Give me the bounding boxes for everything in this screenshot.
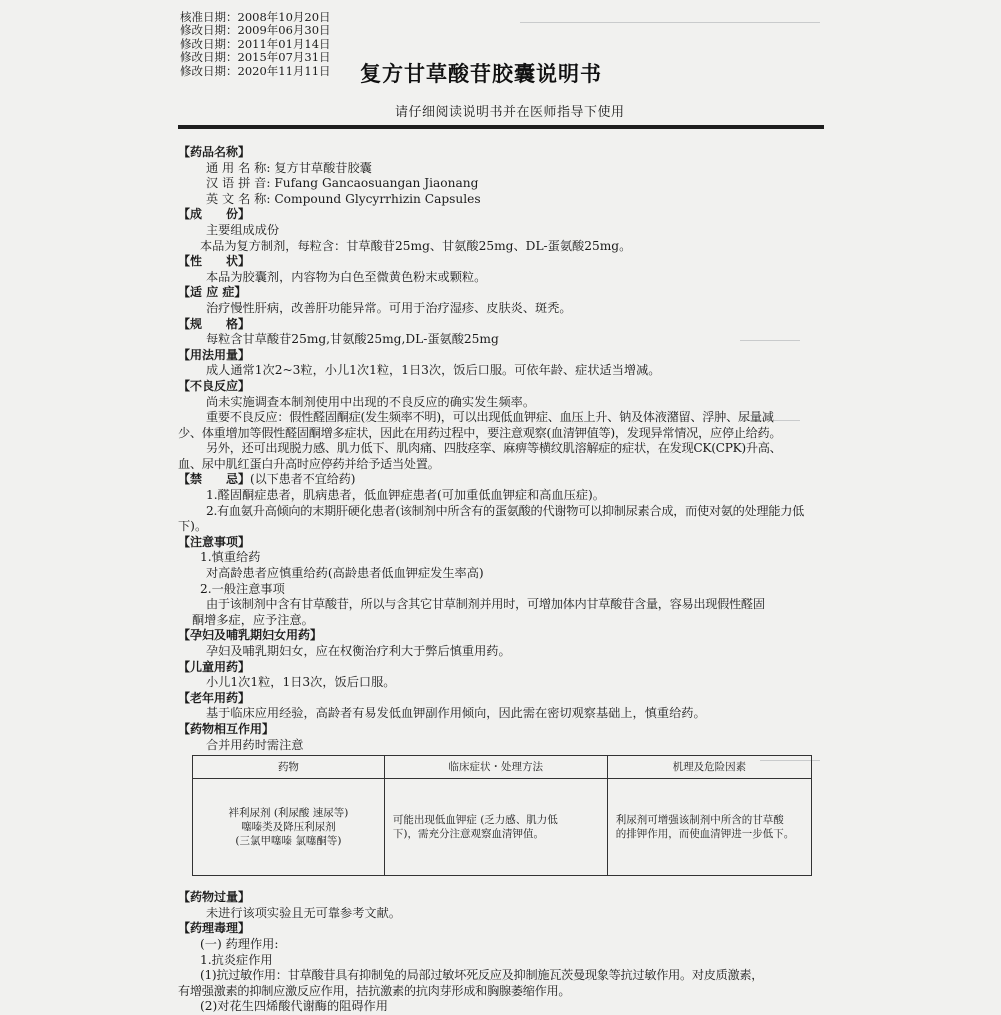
table-header-cell: 机理及危险因素 bbox=[607, 756, 811, 779]
pharmacology-line: (一) 药理作用: bbox=[200, 936, 279, 951]
cell-line: 噻嗪类及降压利尿剂 bbox=[241, 821, 336, 834]
header-rule bbox=[178, 125, 824, 129]
document-title: 复方甘草酸苷胶囊说明书 bbox=[360, 62, 602, 86]
precaution-text: 对高龄患者应慎重给药(高龄患者低血钾症发生率高) bbox=[206, 566, 484, 581]
table-row bbox=[193, 779, 812, 876]
interactions-intro: 合并用药时需注意 bbox=[206, 737, 304, 752]
table-cell-drug bbox=[193, 779, 385, 876]
pregnancy-line: 孕妇及哺乳期妇女，应在权衡治疗利大于弊后慎重用药。 bbox=[206, 644, 511, 658]
table-cell-symptoms bbox=[384, 779, 607, 876]
overdose-line: 未进行该项实验且无可靠参考文献。 bbox=[206, 905, 401, 920]
indications-line: 治疗慢性肝病，改善肝功能异常。可用于治疗湿疹、皮肤炎、斑秃。 bbox=[206, 300, 572, 315]
precaution-subheading: 2.一般注意事项 bbox=[200, 581, 285, 596]
revision-dates bbox=[180, 11, 331, 78]
contraindications-note: (以下患者不宜给药) bbox=[250, 472, 356, 487]
section-heading-pharmacology: 【药理毒理】 bbox=[178, 921, 251, 936]
section-heading-ingredients: 【成 份】 bbox=[178, 207, 251, 222]
description-line: 本品为胶囊剂，内容物为白色至微黄色粉末或颗粒。 bbox=[206, 269, 487, 284]
revision-date: 修改日期：2009年06月30日 bbox=[180, 23, 331, 38]
precaution-text: 由于该制剂中含有甘草酸苷，所以与含其它甘草制剂并用时，可增加体内甘草酸苷含量，容易出现假性醛固 bbox=[206, 597, 765, 612]
interaction-table bbox=[192, 755, 812, 876]
ingredients-line: 本品为复方制剂，每粒含：甘草酸苷25mg、甘氨酸25mg、DL-蛋氨酸25mg。 bbox=[200, 238, 632, 253]
dosage-line: 成人通常1次2~3粒，小儿1次1粒，1日3次，饭后口服。可依年龄、症状适当增减。 bbox=[206, 363, 661, 378]
cell-line: 可能出现低血钾症 (乏力感、肌力低 bbox=[392, 814, 558, 827]
revision-date: 修改日期：2011年01月14日 bbox=[180, 36, 331, 51]
adverse-paragraph: 另外，还可出现脱力感、肌力低下、肌肉痛、四肢痉挛、麻痹等横纹肌溶解症的症状，在发现CK(CPK)升高、 bbox=[206, 441, 782, 456]
cell-line: 下)，需充分注意观察血清钾值。 bbox=[392, 828, 544, 841]
drug-name-line: 汉 语 拼 音: Fufang Gancaosuangan Jiaonang bbox=[206, 176, 479, 191]
pharmacology-line: 1.抗炎症作用 bbox=[200, 952, 273, 967]
section-heading-elderly: 【老年用药】 bbox=[178, 690, 251, 705]
adverse-paragraph: 重要不良反应：假性醛固酮症(发生频率不明)，可以出现低血钾症、血压上升、钠及体液潴留、浮肿、尿量减 bbox=[206, 410, 774, 425]
ingredients-line: 主要组成成份 bbox=[206, 222, 280, 237]
section-heading-pregnancy: 【孕妇及哺乳期妇女用药】 bbox=[178, 628, 323, 643]
pharmacology-line: (1)抗过敏作用：甘草酸苷具有抑制兔的局部过敏坏死反应及抑制施瓦茨曼现象等抗过敏作用。对皮质激素， bbox=[200, 968, 764, 983]
section-heading-description: 【性 状】 bbox=[178, 254, 251, 269]
drug-name-line: 英 文 名 称: Compound Glycyrrhizin Capsules bbox=[206, 191, 481, 206]
pediatric-line: 小儿1次1粒，1日3次，饭后口服。 bbox=[206, 675, 396, 690]
contraindication-item-cont: 下)。 bbox=[178, 519, 208, 534]
table-cell-mechanism bbox=[607, 779, 811, 876]
section-heading-contraindications: 【禁 忌】(以下患者不宜给药) bbox=[178, 472, 356, 487]
section-heading-pediatric: 【儿童用药】 bbox=[178, 659, 251, 674]
precaution-subheading: 1.慎重给药 bbox=[200, 550, 261, 565]
adverse-paragraph-cont: 血、尿中肌红蛋白升高时应停药并给予适当处置。 bbox=[178, 456, 440, 471]
cell-line: 袢利尿剂 (利尿酸 速尿等) bbox=[228, 807, 349, 820]
section-heading-precautions: 【注意事项】 bbox=[178, 534, 251, 549]
section-heading-indications: 【适 应 症】 bbox=[178, 285, 247, 300]
pharmacology-line-cont: 有增强激素的抑制应激反应作用，拮抗激素的抗肉芽形成和胸腺萎缩作用。 bbox=[178, 983, 571, 998]
section-heading-adverse-reactions: 【不良反应】 bbox=[178, 378, 251, 393]
table-header-row bbox=[193, 756, 812, 779]
table-header-cell: 临床症状・处理方法 bbox=[384, 756, 607, 779]
section-heading-interactions: 【药物相互作用】 bbox=[178, 721, 275, 736]
strength-line: 每粒含甘草酸苷25mg,甘氨酸25mg,DL-蛋氨酸25mg bbox=[206, 332, 499, 347]
usage-notice: 请仔细阅读说明书并在医师指导下使用 bbox=[395, 105, 625, 120]
precaution-text-cont: 酮增多症，应予注意。 bbox=[192, 612, 314, 627]
contraindication-item: 2.有血氨升高倾向的末期肝硬化患者(该制剂中所含有的蛋氨酸的代谢物可以抑制尿素合成，而使对氨的处理能力低 bbox=[206, 503, 804, 518]
pharmacology-line: (2)对花生四烯酸代谢酶的阻碍作用 bbox=[200, 999, 388, 1014]
section-heading-dosage: 【用法用量】 bbox=[178, 347, 251, 362]
cell-line: 利尿剂可增强该制剂中所含的甘草酸 bbox=[615, 814, 784, 827]
contraindication-item: 1.醛固酮症患者，肌病患者，低血钾症患者(可加重低血钾症和高血压症)。 bbox=[206, 488, 605, 503]
section-heading-overdose: 【药物过量】 bbox=[178, 890, 251, 905]
cell-line: (三氯甲噻嗪 氯噻酮等) bbox=[235, 835, 342, 848]
cell-line: 的排钾作用，而使血清钾进一步低下。 bbox=[615, 828, 795, 841]
revision-date: 修改日期：2015年07月31日 bbox=[180, 50, 331, 65]
elderly-line: 基于临床应用经验，高龄者有易发低血钾副作用倾向，因此需在密切观察基础上，慎重给药。 bbox=[206, 706, 706, 721]
adverse-paragraph: 尚未实施调查本制剂使用中出现的不良反应的确实发生频率。 bbox=[206, 394, 536, 409]
drug-name-line: 通 用 名 称: 复方甘草酸苷胶囊 bbox=[206, 160, 372, 175]
section-heading-strength: 【规 格】 bbox=[178, 316, 251, 331]
section-heading-drug-name: 【药品名称】 bbox=[178, 145, 251, 159]
leaflet-body bbox=[178, 145, 828, 1015]
revision-date: 核准日期：2008年10月20日 bbox=[180, 10, 331, 24]
show-through-rule bbox=[520, 22, 820, 23]
revision-date: 修改日期：2020年11月11日 bbox=[180, 63, 331, 78]
adverse-paragraph-cont: 少、体重增加等假性醛固酮增多症状，因此在用药过程中，要注意观察(血清钾值等)，发现异常情况，应停止给药。 bbox=[178, 425, 782, 440]
table-header-cell: 药物 bbox=[193, 756, 385, 779]
